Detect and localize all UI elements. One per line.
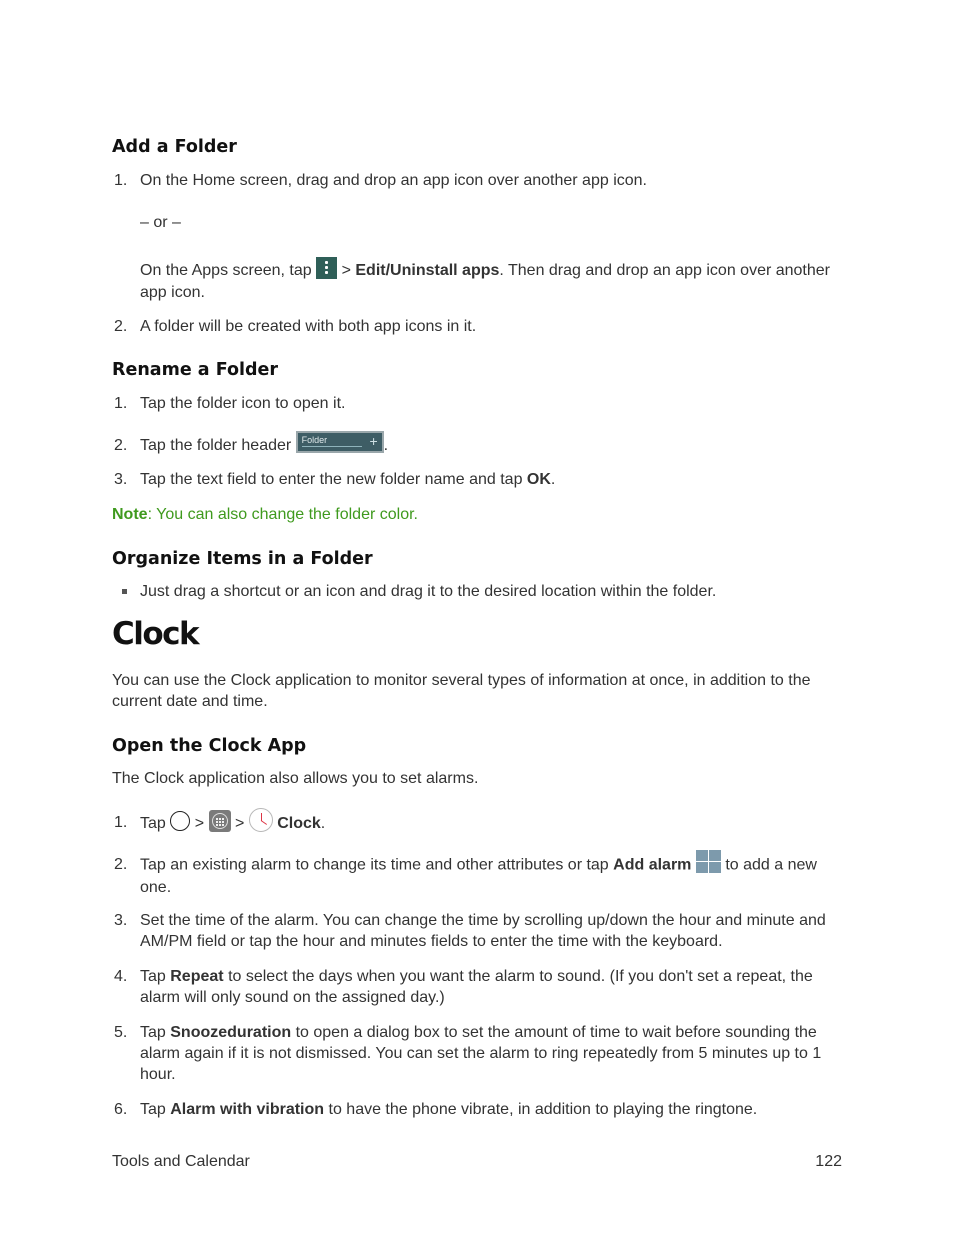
clock-icon	[249, 808, 273, 832]
step-number: 4.	[114, 968, 128, 985]
ok-label: OK	[526, 471, 551, 488]
step-number: 5.	[114, 1024, 128, 1041]
step-text: A folder will be created with both app icons in it.	[140, 318, 477, 335]
step-alt-text	[140, 260, 830, 303]
step5-pre: Tap	[140, 1024, 166, 1041]
step-number: 1.	[114, 814, 128, 831]
add-alarm-icon	[696, 850, 721, 873]
repeat-label: Repeat	[170, 968, 224, 985]
folder-header-underline	[302, 446, 362, 447]
plus-icon: +	[369, 433, 378, 449]
folder-header-icon	[296, 431, 384, 453]
step-text: On the Home screen, drag and drop an app icon over another app icon.	[140, 172, 647, 189]
heading-add-folder: Add a Folder	[112, 137, 237, 157]
step1-pre: Tap	[140, 815, 166, 833]
add-alarm-label: Add alarm	[613, 856, 692, 874]
step-number: 2.	[114, 318, 128, 335]
step-number: 3.	[114, 912, 128, 929]
gt-symbol: >	[341, 262, 351, 280]
step3-post: .	[550, 471, 556, 488]
step4-pre: Tap	[140, 968, 166, 985]
folder-header-label: Folder	[301, 435, 328, 445]
step-text	[140, 435, 845, 457]
clock-intro: You can use the Clock application to monitor several types of information at once, in addition to the current date and time.	[112, 672, 811, 710]
open-clock-intro: The Clock application also allows you to set alarms.	[112, 770, 479, 787]
step-number: 2.	[114, 437, 128, 454]
gt-symbol: >	[194, 815, 205, 833]
step2-post: to add a new one.	[140, 856, 817, 896]
note-label: Note	[112, 506, 148, 523]
note	[112, 504, 418, 525]
step4-post: to select the days when you want the alarm to sound. (If you don't set a repeat, the alarm will only sound on the assigned day.)	[140, 968, 813, 1006]
step3-pre: Tap the text field to enter the new folder name and tap	[140, 471, 523, 488]
step1-post: .	[320, 815, 326, 833]
apps-icon	[209, 810, 231, 832]
step-number: 6.	[114, 1101, 128, 1118]
step-number: 2.	[114, 856, 128, 873]
step-text	[140, 854, 840, 898]
clock-label: Clock	[277, 815, 321, 833]
step-number: 3.	[114, 471, 128, 488]
snooze-duration-label: Snoozeduration	[170, 1024, 292, 1041]
bullet-text: Just drag a shortcut or an icon and drag it to the desired location within the folder.	[140, 583, 717, 600]
step-text: Tap the folder icon to open it.	[140, 395, 346, 412]
step-text	[140, 812, 845, 836]
step5-post: to open a dialog box to set the amount of time to wait before sounding the alarm again if it is not dismissed. You can set the alarm to ring repeatedly from 5 minutes up to 1 hour.	[140, 1024, 822, 1083]
alt-pre: On the Apps screen, tap	[140, 262, 312, 280]
footer-section: Tools and Calendar	[112, 1153, 250, 1170]
alt-post: . Then drag and drop an app icon over another app icon.	[140, 262, 830, 301]
edit-uninstall-apps-label: Edit/Uninstall apps	[355, 262, 500, 280]
heading-open-clock-app: Open the Clock App	[112, 736, 307, 756]
alarm-with-vibration-label: Alarm with vibration	[170, 1101, 325, 1118]
or-separator: – or –	[140, 214, 181, 231]
page-title-clock: Clock	[112, 616, 199, 652]
step-text	[140, 1099, 845, 1120]
gt-symbol: >	[234, 815, 245, 833]
step-number: 1.	[114, 395, 128, 412]
step2-pre: Tap the folder header	[140, 437, 292, 455]
step6-post: to have the phone vibrate, in addition to playing the ringtone.	[328, 1101, 758, 1118]
step6-pre: Tap	[140, 1101, 166, 1118]
step-text	[140, 966, 845, 1008]
note-text: : You can also change the folder color.	[147, 506, 418, 523]
home-icon	[170, 811, 190, 831]
step2-pre: Tap an existing alarm to change its time and other attributes or tap	[140, 856, 609, 874]
heading-organize-items: Organize Items in a Folder	[112, 549, 373, 569]
step2-post: .	[383, 437, 389, 455]
menu-icon	[316, 257, 337, 279]
step-number: 1.	[114, 172, 128, 189]
step-text	[140, 469, 845, 490]
footer-page-number: 122	[815, 1153, 842, 1170]
step-text	[140, 1022, 845, 1085]
heading-rename-folder: Rename a Folder	[112, 360, 279, 380]
step-text: Set the time of the alarm. You can change the time by scrolling up/down the hour and minute and AM/PM field or tap the hour and minutes fields to enter the time with the keyboard.	[140, 912, 826, 950]
bullet-marker	[122, 589, 127, 594]
